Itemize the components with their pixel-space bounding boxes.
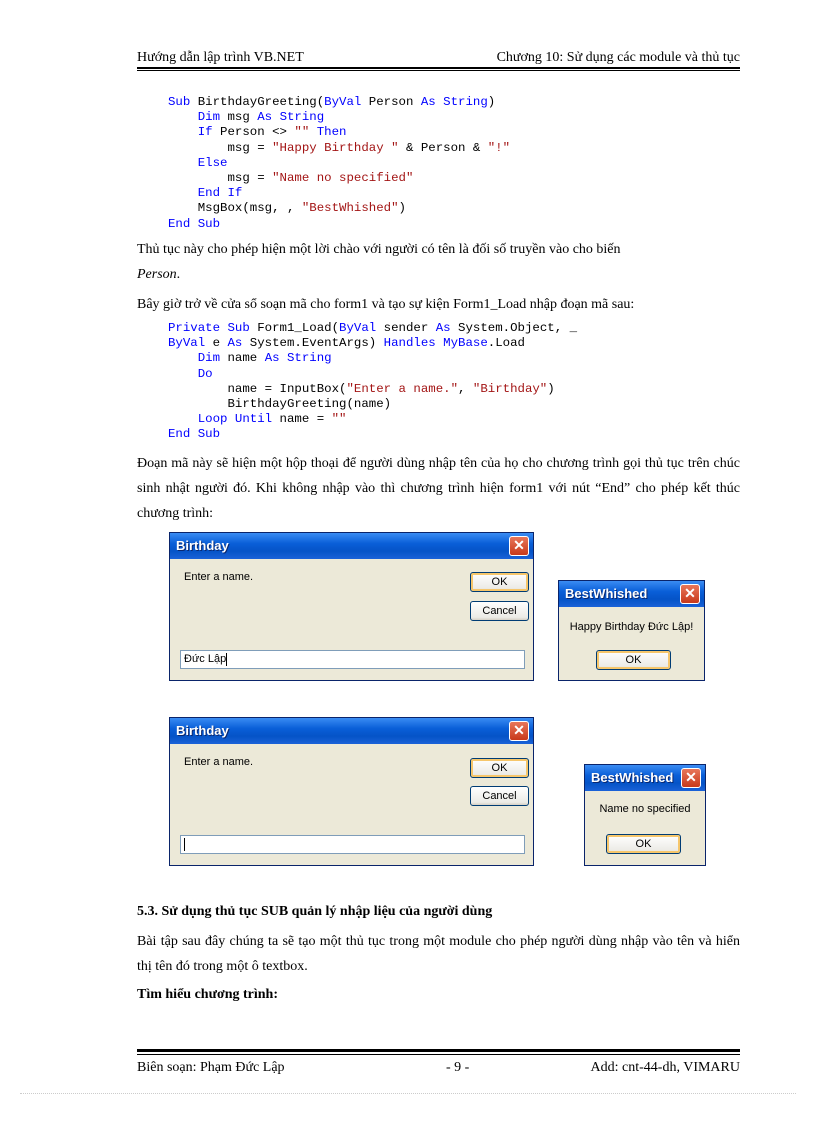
footer-right: Add: cnt-44-dh, VIMARU: [590, 1060, 740, 1075]
name-input[interactable]: [180, 650, 525, 669]
inputbox-dialog-empty: [169, 717, 534, 866]
page-number: - 9 -: [446, 1060, 470, 1075]
footer-left: Biên soạn: Phạm Đức Lập: [137, 1060, 285, 1075]
msgbox-title: BestWhished: [591, 770, 674, 785]
paragraph-sub-description: [137, 237, 740, 287]
text-caret: [184, 838, 185, 851]
footer-rule: [137, 1049, 740, 1052]
message-text: Name no specified: [599, 803, 691, 815]
msgbox-happy-birthday: [558, 580, 705, 681]
paragraph-form-load-intro: Bây giờ trở về cửa sổ soạn mã cho form1 và tạo sự kiện Form1_Load nhập đoạn mã sau:: [137, 297, 635, 312]
ok-button[interactable]: OK: [596, 650, 671, 670]
close-icon[interactable]: ✕: [509, 536, 529, 556]
code-line: If Person <> "" Then: [197, 125, 347, 140]
cancel-button[interactable]: Cancel: [470, 786, 529, 806]
code-line: End If: [197, 186, 243, 201]
cancel-button[interactable]: Cancel: [470, 601, 529, 621]
header-left: Hướng dẫn lập trình VB.NET: [137, 50, 304, 65]
dialog-title: Birthday: [176, 723, 229, 738]
code-line: ByVal e As System.EventArgs) Handles MyBase.Load: [168, 336, 525, 351]
period: .: [176, 267, 181, 282]
code-line: Sub BirthdayGreeting(ByVal Person As String): [168, 95, 496, 109]
page-edge-dotted: [20, 1093, 796, 1094]
paragraph-dialog-explanation: Đoạn mã này sẽ hiện một hộp thoại để người dùng nhập tên của họ cho chương trình gọi thủ tục trên chúc sinh nhật người đó. Khi không nhập vào thì chương trình hiện form1 với nút “End” cho phép kết thúc chương trình:: [137, 456, 740, 521]
ok-button[interactable]: OK: [470, 758, 529, 778]
msgbox-title: BestWhished: [565, 586, 648, 601]
code-line: End Sub: [168, 216, 221, 231]
msgbox-name-not-specified: [584, 764, 706, 866]
code-line: Else: [197, 155, 228, 170]
code-line: Dim name As String: [197, 351, 332, 366]
ok-button[interactable]: OK: [606, 834, 681, 854]
code-line: name = InputBox("Enter a name.", "Birthday"): [168, 381, 555, 396]
code-block-form1-load: [168, 321, 577, 443]
code-line: End Sub: [168, 427, 221, 442]
code-line: msg = "Name no specified": [168, 171, 414, 186]
code-line: msg = "Happy Birthday " & Person & "!": [168, 140, 511, 155]
header-rule-thin: [137, 70, 740, 71]
input-value: Đức Lập: [184, 653, 227, 665]
code-block-birthday-greeting: [168, 95, 510, 232]
prompt-label: Enter a name.: [184, 756, 254, 768]
code-line: Private Sub Form1_Load(ByVal sender As System.Object, _: [168, 321, 577, 335]
message-text: Happy Birthday Đức Lập!: [569, 621, 694, 633]
close-icon[interactable]: ✕: [680, 584, 700, 604]
ok-button[interactable]: OK: [470, 572, 529, 592]
text-caret: [226, 653, 227, 666]
subheading: Tìm hiểu chương trình:: [137, 987, 279, 1002]
prompt-label: Enter a name.: [184, 571, 254, 583]
variable-name: Person: [137, 267, 177, 282]
code-line: MsgBox(msg, , "BestWhished"): [168, 201, 406, 216]
dialog-title: Birthday: [176, 538, 229, 553]
header-right: Chương 10: Sử dụng các module và thủ tục: [496, 50, 740, 65]
paragraph-line: Thủ tục này cho phép hiện một lời chào với người có tên là đối số truyền vào cho biến: [137, 242, 621, 257]
code-line: Do: [197, 366, 213, 381]
code-line: Loop Until name = "": [197, 412, 347, 427]
code-line: BirthdayGreeting(name): [168, 397, 392, 412]
section-heading: 5.3. Sử dụng thủ tục SUB quản lý nhập liệu của người dùng: [137, 904, 493, 919]
code-line: Dim msg As String: [197, 110, 325, 125]
header-rule: [137, 67, 740, 69]
close-icon[interactable]: ✕: [509, 721, 529, 741]
name-input[interactable]: [180, 835, 525, 854]
inputbox-dialog-filled: [169, 532, 534, 681]
close-icon[interactable]: ✕: [681, 768, 701, 788]
paragraph-exercise-intro: Bài tập sau đây chúng ta sẽ tạo một thủ tục trong một module cho phép người dùng nhập vào tên và hiển thị tên đó trong một ô textbox.: [137, 934, 740, 974]
footer-rule-thin: [137, 1054, 740, 1055]
